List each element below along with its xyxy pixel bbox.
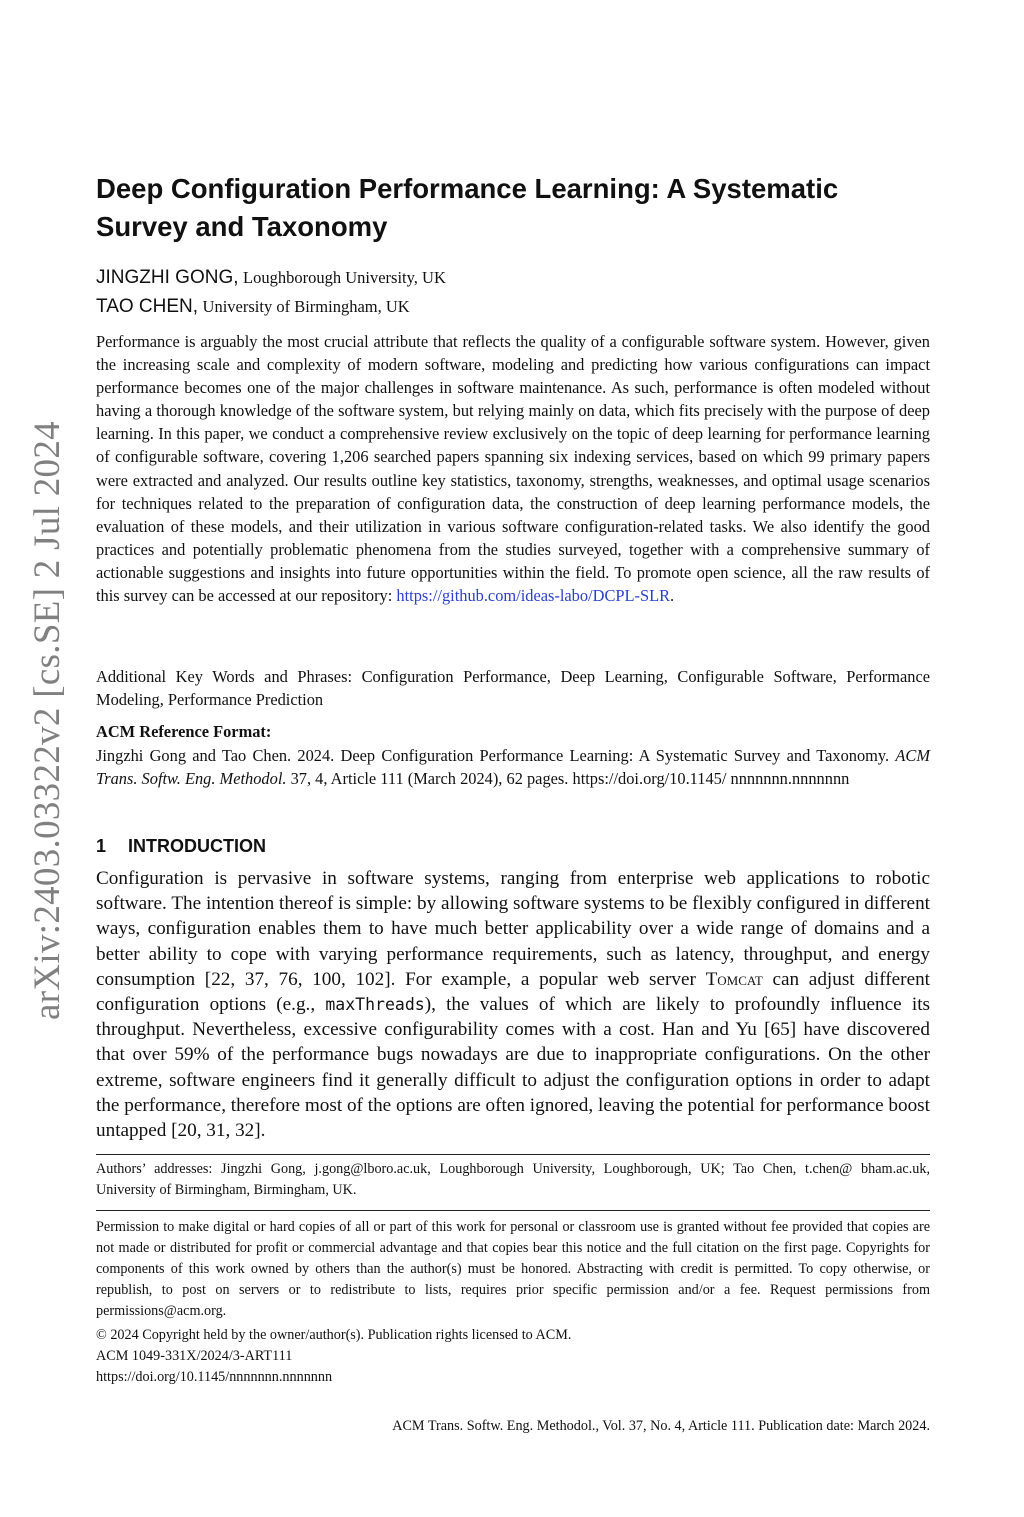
paper-title: Deep Configuration Performance Learning: A Systematic Survey and Taxonomy (96, 173, 839, 242)
repository-link[interactable]: https://github.com/ideas-labo/DCPL-SLR (396, 586, 671, 606)
intro-text-3: ), the values of which are likely to profoundly influence its throughput. Nevertheless, excessive configurability comes with a cost. Han and Yu [65] have discovered that over 59% of the performance bugs nowadays are due to inappropriate configurations. On the other extreme, software engineers find it generally difficult to adjust the configuration options in order to adapt the performance, therefore most of the options are often ignored, leaving the potential for performance boost untapped [20, 31, 32]. (96, 994, 931, 1142)
running-footer: ACM Trans. Softw. Eng. Methodol., Vol. 37, No. 4, Article 111. Publication date: March 2024. (392, 1418, 930, 1434)
arxiv-identifier: arXiv:2403.03322v2 [cs.SE] 2 Jul 2024 (27, 421, 68, 1020)
config-option: maxThreads (325, 995, 425, 1015)
introduction-paragraph (96, 866, 930, 1143)
section-number: 1 (96, 836, 107, 856)
reference-format (96, 744, 930, 790)
abstract-text: Performance is arguably the most crucial attribute that reflects the quality of a configurable software system. However, given the increasing scale and complexity of modern software, modeling and predicting how various configurations can impact performance becomes one of the major challenges in software maintenance. As such, performance is often modeled without having a thorough knowledge of the software system, but relying mainly on data, which fits precisely with the purpose of deep learning. In this paper, we conduct a comprehensive review exclusively on the topic of deep learning for performance learning of configurable software, covering 1,206 searched papers spanning six indexing services, based on which 99 primary papers were extracted and analyzed. Our results outline key statistics, taxonomy, strengths, weaknesses, and optimal usage scenarios for techniques related to the preparation of configuration data, the construction of deep learning performance models, the evaluation of these models, and their utilization in various software configuration-related tasks. We also identify the good practices and potentially problematic phenomena from the studies surveyed, together with a comprehensive summary of actionable suggestions and insights into future opportunities within the field. To promote open science, all the raw results of this survey can be accessed at our repository: (96, 332, 930, 606)
reference-part1: Jingzhi Gong and Tao Chen. 2024. Deep Configuration Performance Learning: A Systematic Survey and Taxonomy. (96, 746, 890, 765)
reference-format-heading: ACM Reference Format: (96, 722, 272, 741)
authors-addresses: Authors’ addresses: Jingzhi Gong, j.gong@lboro.ac.uk, Loughborough University, Loughborough, UK; Tao Chen, t.chen@ bham.ac.uk, University of Birmingham, Birmingham, UK. (96, 1161, 930, 1198)
intro-text-2: can adjust different configuration options (e.g., (96, 968, 931, 1016)
issn-line: ACM 1049-331X/2024/3-ART111 (96, 1348, 293, 1364)
author-affiliation: University of Birmingham, UK (202, 297, 410, 316)
keywords: Additional Key Words and Phrases: Configuration Performance, Deep Learning, Configurable Software, Performance Modeling, Performance Prediction (96, 667, 930, 710)
intro-text-1: Configuration is pervasive in software systems, ranging from enterprise web applications to robotic software. The intention thereof is simple: by allowing software systems to be flexibly configured in different ways, configuration enables them to have much better applicability over a wide range of domains and a better ability to cope with varying performance requirements, such as latency, throughput, and energy consumption [22, 37, 76, 100, 102]. For example, a popular web server (96, 868, 930, 990)
author-name: TAO CHEN, (96, 296, 199, 317)
reference-part2: 37, 4, Article 111 (March 2024), 62 pages. https://doi.org/10.1145/ nnnnnnn.nnnnnnn (290, 769, 850, 789)
permission-divider (96, 1210, 930, 1211)
author-entry (96, 292, 936, 321)
copyright-notice: © 2024 Copyright held by the owner/author(s). Publication rights licensed to ACM. (96, 1327, 572, 1343)
author-list (96, 263, 936, 321)
section-heading (96, 834, 266, 858)
author-entry (96, 263, 936, 292)
reference-journal: ACM Trans. Softw. Eng. Methodol. (96, 746, 930, 789)
section-title: INTRODUCTION (128, 836, 266, 856)
doi-link[interactable]: https://doi.org/10.1145/nnnnnnn.nnnnnnn (96, 1369, 333, 1385)
abstract (96, 330, 930, 607)
footnote-divider (96, 1154, 930, 1155)
system-name: Tomcat (705, 968, 763, 990)
author-name: JINGZHI GONG, (96, 267, 239, 288)
abstract-end: . (670, 586, 675, 606)
author-affiliation: Loughborough University, UK (243, 268, 446, 287)
permission-notice: Permission to make digital or hard copies of all or part of this work for personal or classroom use is granted without fee provided that copies are not made or distributed for profit or commercial advantage and that copies bear this notice and the full citation on the first page. Copyrights for components of this work owned by others than the author(s) must be honored. Abstracting with credit is permitted. To copy otherwise, or republish, to post on servers or to redistribute to lists, requires prior specific permission and/or a fee. Request permissions from permissions@acm.org. (96, 1219, 930, 1319)
